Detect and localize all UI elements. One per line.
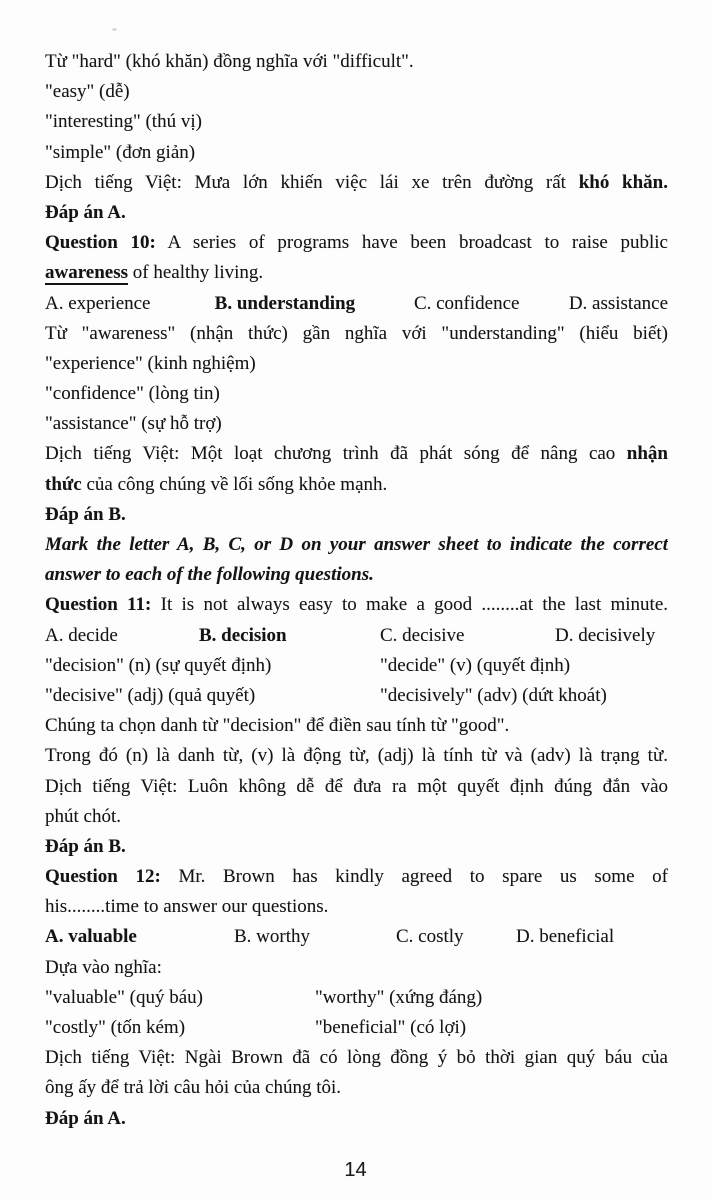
q10-label: Question 10: [45,232,156,254]
q9-gloss-easy: "easy" (dễ) [45,81,130,103]
q12-answer-line: Đáp án A. [45,1107,126,1129]
q12-option-b: B. worthy [234,926,310,948]
q9-translation-text: Dịch tiếng Việt: Mưa lớn khiến việc lái xe trên đường rất [45,171,579,193]
q12-gloss-worthy: "worthy" (xứng đáng) [315,986,483,1008]
q10-translation-line2 [45,470,668,500]
q11-stem-line [45,590,668,620]
q11-translation-line2: phút chót. [45,805,121,827]
q12-option-a-correct: A. valuable [45,926,137,948]
section-instruction-line1: Mark the letter A, B, C, or D on your answer sheet to indicate the correct [45,534,668,555]
q10-translation-text2: của công chúng về lối sống khỏe mạnh. [81,473,388,495]
q10-stem-text2: of healthy living. [128,262,264,284]
q10-option-c: C. confidence [413,292,520,314]
q10-translation-keyword2: thức [45,473,82,495]
q11-gloss-decision: "decision" (n) (sự quyết định) [45,654,272,676]
q9-translation-line [45,168,668,198]
q10-option-a: A. experience [45,292,151,314]
q9-gloss-simple: "simple" (đơn giản) [45,141,196,163]
q9-gloss-interesting: "interesting" (thú vị) [45,111,202,133]
q11-explain-pos: Trong đó (n) là danh từ, (v) là động từ, (adj) là tính từ và (adv) là trạng từ. [45,745,668,767]
q10-options-row [45,289,668,319]
q11-translation-line1: Dịch tiếng Việt: Luôn không dễ để đưa ra một quyết định đúng đắn vào [45,775,668,797]
q11-option-d: D. decisively [555,624,656,646]
q10-stem-line1 [45,228,668,258]
q10-stem-line2 [45,258,668,288]
q9-translation-keyword: khó khăn. [578,171,668,193]
q12-translation-line1: Dịch tiếng Việt: Ngài Brown đã có lòng đồng ý bỏ thời gian quý báu của [45,1047,668,1069]
q9-synonym-line: Từ "hard" (khó khăn) đồng nghĩa với "difficult". [45,51,414,72]
q12-options-row [45,922,668,952]
q11-gloss-decide: "decide" (v) (quyết định) [380,654,571,676]
q12-option-c: C. costly [396,926,464,948]
q12-gloss-row-1 [45,983,668,1013]
q12-gloss-beneficial: "beneficial" (có lợi) [315,1017,467,1038]
q10-option-b-correct: B. understanding [214,292,356,314]
q12-translation-line2: ông ấy để trả lời câu hỏi của chúng tôi. [45,1077,342,1099]
q10-option-d: D. assistance [568,292,668,314]
q12-stem-line2: his........time to answer our questions. [45,896,329,918]
q11-explain-choice: Chúng ta chọn danh từ "decision" để điền sau tính từ "good". [45,715,510,737]
q10-answer-line: Đáp án B. [45,503,126,525]
q11-option-c: C. decisive [380,624,465,646]
q12-gloss-valuable: "valuable" (quý báu) [45,986,203,1008]
q11-options-row [45,621,668,651]
q10-gloss-confidence: "confidence" (lòng tin) [45,383,220,405]
q11-option-b-correct: B. decision [199,624,287,646]
q11-option-a: A. decide [45,624,118,646]
q10-explain-synonym: Từ "awareness" (nhận thức) gần nghĩa với "understanding" (hiểu biết) [45,322,668,344]
scan-speck [112,28,117,31]
q12-option-d: D. beneficial [516,926,615,948]
q12-stem-line1 [45,862,668,892]
q10-gloss-experience: "experience" (kinh nghiệm) [45,352,256,374]
q12-gloss-costly: "costly" (tốn kém) [45,1017,186,1038]
q11-answer-line: Đáp án B. [45,835,126,857]
q11-gloss-decisive: "decisive" (adj) (quả quyết) [45,684,256,706]
q11-label: Question 11: [45,594,152,616]
q10-translation-text: Dịch tiếng Việt: Một loạt chương trình đã phát sóng để nâng cao [45,443,627,465]
q12-label: Question 12: [45,866,161,888]
q12-stem-text: Mr. Brown has kindly agreed to spare us some of [160,866,668,888]
q12-gloss-row-2 [45,1013,668,1043]
q12-basis-line: Dựa vào nghĩa: [45,956,162,978]
section-instruction-line2: answer to each of the following questions. [45,564,374,586]
page-number: 14 [344,1159,367,1181]
q10-keyword-awareness: awareness [45,262,129,284]
q10-stem-text: A series of programs have been broadcast to raise public [155,232,668,254]
q9-answer-line: Đáp án A. [45,201,126,223]
q10-translation-line1 [45,439,668,469]
q11-gloss-row-1 [45,651,668,681]
q11-gloss-decisively: "decisively" (adv) (dứt khoát) [380,684,607,706]
q11-gloss-row-2 [45,681,668,711]
q10-translation-keyword1: nhận [626,443,668,465]
q10-gloss-assistance: "assistance" (sự hỗ trợ) [45,413,222,435]
q11-stem-text: It is not always easy to make a good ........at the last minute. [151,594,668,616]
